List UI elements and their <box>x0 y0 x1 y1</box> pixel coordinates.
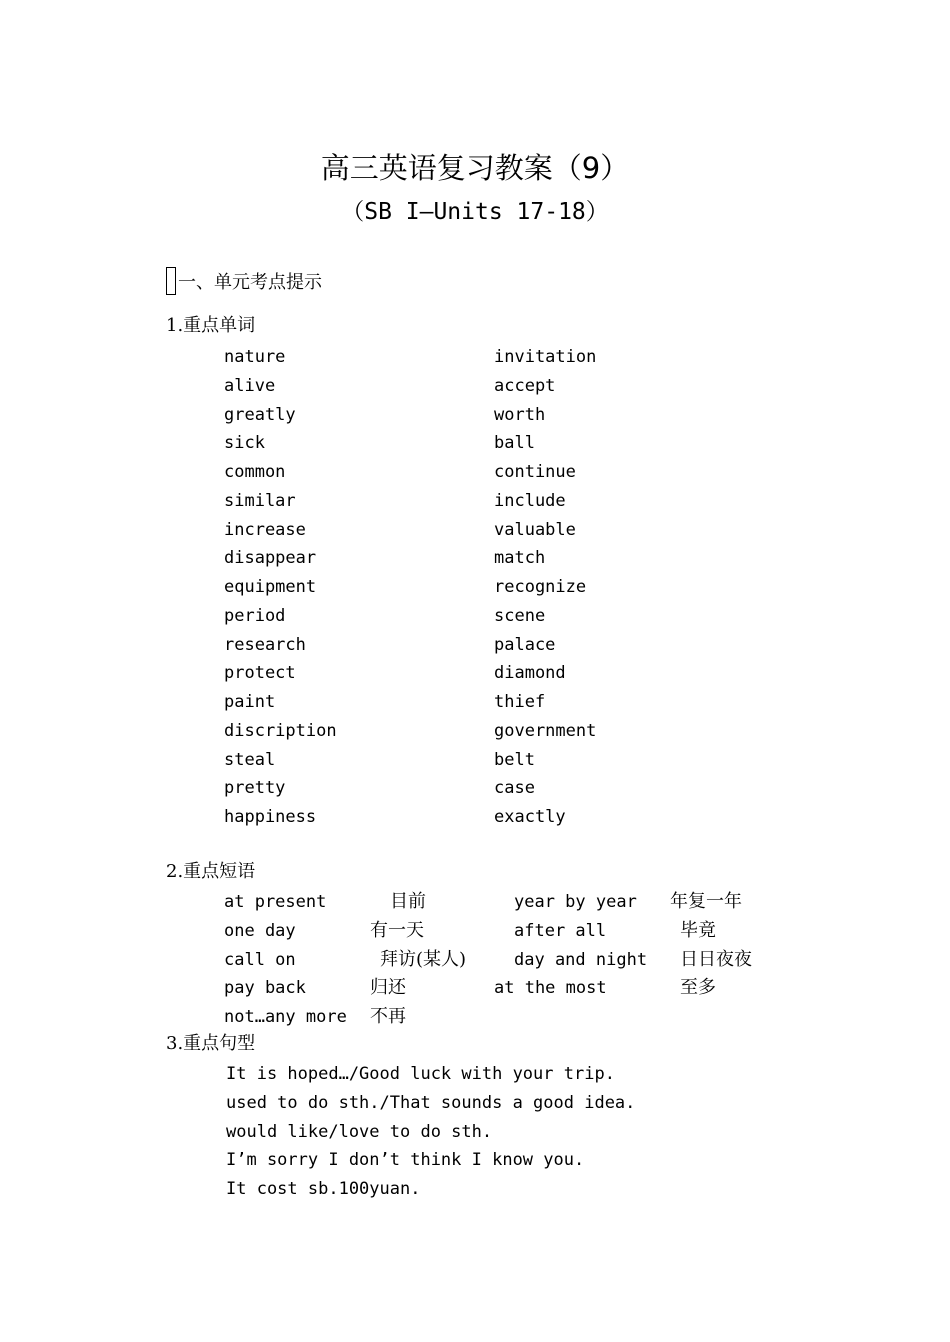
vocab-word: ball <box>494 433 535 454</box>
vocab-word: similar <box>224 490 296 511</box>
vocab-word: case <box>494 778 535 799</box>
vocab-word: belt <box>494 749 535 770</box>
phrase-en: year by year <box>514 892 637 912</box>
vocab-word: invitation <box>494 347 597 367</box>
section-heading <box>166 266 322 296</box>
vocab-word: steal <box>224 749 276 770</box>
vocab-word: palace <box>494 634 556 655</box>
vocab-word: worth <box>494 404 546 425</box>
vocab-word: recognize <box>494 577 587 597</box>
phrase-row <box>224 888 824 917</box>
vocab-word: continue <box>494 462 576 482</box>
phrase-cn: 目前 <box>390 891 426 912</box>
document-title: 高三英语复习教案（9） <box>320 151 630 185</box>
vocab-word: government <box>494 720 597 741</box>
sentence-item: I’m sorry I don’t think I know you. <box>226 1150 585 1171</box>
vocab-word: discription <box>224 720 337 741</box>
vocab-word: greatly <box>224 404 296 425</box>
vocab-word: match <box>494 548 546 569</box>
phrase-cn: 毕竟 <box>680 919 716 941</box>
vocab-word: exactly <box>494 807 566 827</box>
missing-glyph-icon <box>166 267 176 295</box>
phrase-cn: 不再 <box>370 1006 406 1027</box>
vocab-word: disappear <box>224 548 317 569</box>
sentence-list <box>226 1060 635 1204</box>
phrase-row <box>224 946 824 975</box>
phrases-heading: 2.重点短语 <box>166 861 256 882</box>
phrase-row <box>224 1003 824 1032</box>
vocab-word: include <box>494 490 566 511</box>
vocab-word: happiness <box>224 807 317 827</box>
vocab-word: valuable <box>494 519 576 540</box>
phrase-en: at the most <box>494 978 607 999</box>
vocab-word: pretty <box>224 778 286 799</box>
section-heading-text: 一、单元考点提示 <box>178 272 322 293</box>
vocab-word: increase <box>224 519 306 540</box>
phrase-en: day and night <box>514 949 648 970</box>
vocab-word: common <box>224 462 286 482</box>
vocab-word: thief <box>494 692 546 712</box>
phrase-cn: 年复一年 <box>670 891 742 912</box>
vocab-word: sick <box>224 433 265 454</box>
vocab-word: research <box>224 634 306 655</box>
vocab-word: alive <box>224 375 276 396</box>
sentence-item: It is hoped…/Good luck with your trip. <box>226 1064 615 1084</box>
phrase-en: pay back <box>224 978 306 999</box>
vocab-word: scene <box>494 605 546 626</box>
phrase-en: one day <box>224 920 296 941</box>
phrase-list <box>224 888 824 1032</box>
phrase-en: call on <box>224 949 296 970</box>
phrase-cn: 拜访(某人) <box>380 948 467 970</box>
phrase-cn: 归还 <box>370 977 406 999</box>
vocab-word: paint <box>224 692 276 712</box>
document-subtitle: （SB I—Units 17-18） <box>341 199 609 225</box>
phrase-en: not…any more <box>224 1007 347 1027</box>
vocab-heading: 1.重点单词 <box>166 315 256 336</box>
vocab-word: nature <box>224 347 286 367</box>
sentence-item: used to do sth./That sounds a good idea. <box>226 1092 636 1113</box>
phrase-cn: 日日夜夜 <box>680 948 752 970</box>
phrase-cn: 有一天 <box>370 919 424 941</box>
phrase-en: after all <box>514 920 607 941</box>
phrase-row <box>224 917 824 946</box>
vocab-word: equipment <box>224 577 317 597</box>
phrase-cn: 至多 <box>680 977 716 999</box>
vocab-word: diamond <box>494 663 566 684</box>
vocab-word: accept <box>494 375 556 396</box>
sentence-item: would like/love to do sth. <box>226 1121 493 1142</box>
sentence-item: It cost sb.100yuan. <box>226 1179 421 1199</box>
phrase-en: at present <box>224 892 327 912</box>
sentences-heading: 3.重点句型 <box>166 1033 256 1054</box>
vocab-word: period <box>224 605 286 626</box>
phrase-row <box>224 974 824 1003</box>
vocab-word: protect <box>224 663 296 684</box>
vocab-word-list <box>224 343 764 832</box>
